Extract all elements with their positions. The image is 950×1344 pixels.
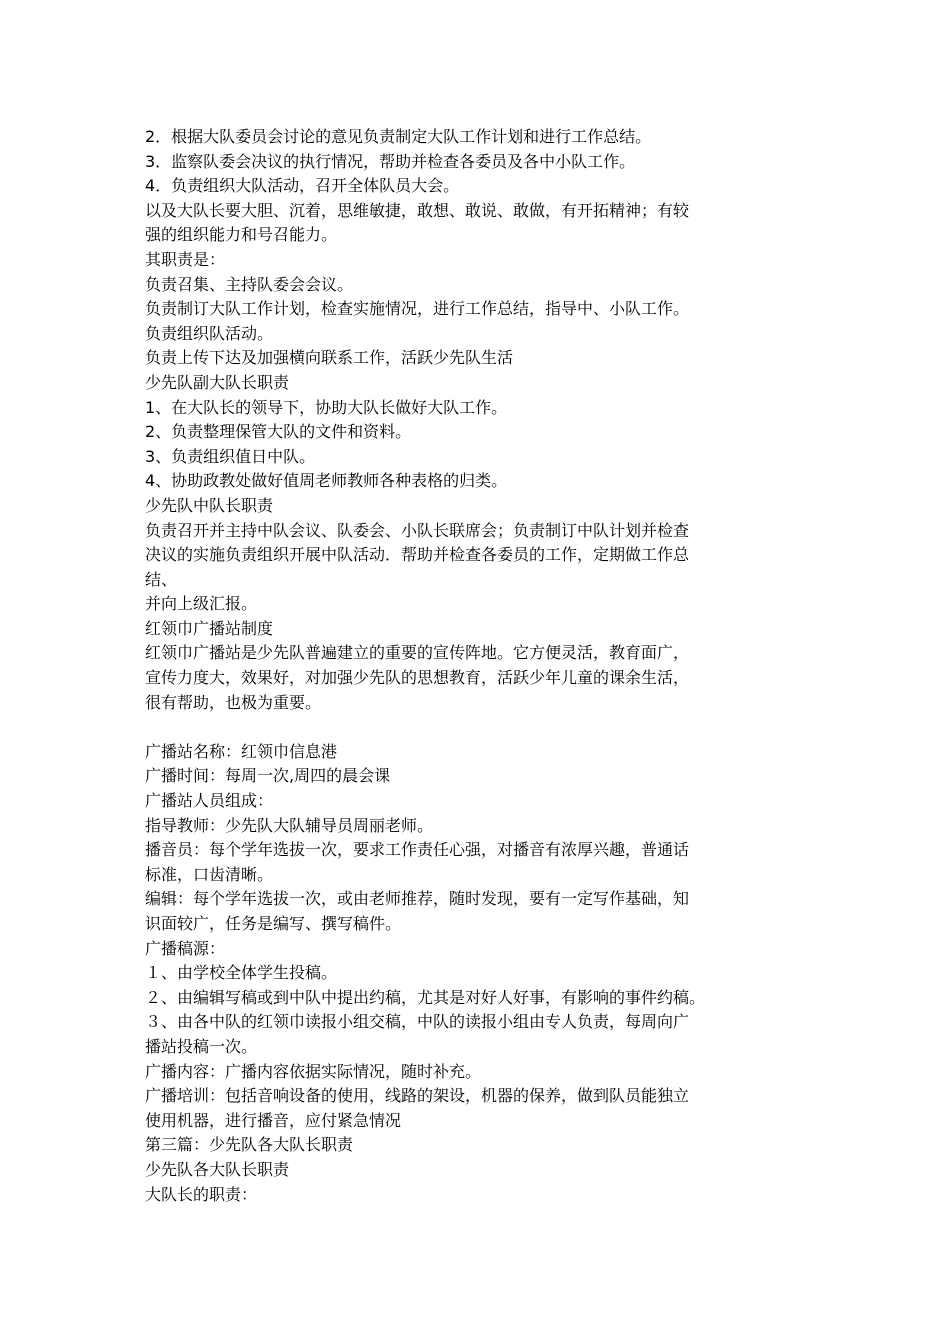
text-line: ２、由编辑写稿或到中队中提出约稿，尤其是对好人好事，有影响的事件约稿。: [145, 987, 706, 1007]
text-line: 结、: [145, 569, 178, 589]
text-line: 其职责是：: [145, 249, 226, 269]
text-line: 负责召开并主持中队会议、队委会、小队长联席会；负责制订中队计划并检查: [145, 520, 690, 540]
text-line: 使用机器，进行播音，应付紧急情况: [145, 1110, 402, 1130]
text-line: 负责召集、主持队委会会议。: [145, 274, 354, 294]
text-line: 1、在大队长的领导下，协助大队长做好大队工作。: [145, 397, 508, 417]
text-line: 4、协助政教处做好值周老师教师各种表格的归类。: [145, 471, 508, 491]
text-line: 2、负责整理保管大队的文件和资料。: [145, 422, 412, 442]
text-line: 广播培训：包括音响设备的使用，线路的架设，机器的保养，做到队员能独立: [145, 1086, 690, 1106]
text-line: 很有帮助，也极为重要。: [145, 692, 322, 712]
text-line: 负责组织队活动。: [145, 323, 274, 343]
text-line: ３、由各中队的红领巾读报小组交稿，中队的读报小组由专人负责，每周向广: [145, 1012, 690, 1032]
text-line: 4．负责组织大队活动，召开全体队员大会。: [145, 176, 460, 196]
text-line: 标准，口齿清晰。: [145, 864, 274, 884]
text-line: 广播时间：每周一次,周四的晨会课: [145, 766, 391, 786]
section-heading: 第三篇：少先队各大队长职责: [145, 1135, 354, 1155]
text-line: 负责上传下达及加强横向联系工作，活跃少先队生活: [145, 348, 514, 368]
blank-line: [145, 715, 810, 740]
text-line: 3、负责组织值日中队。: [145, 446, 316, 466]
text-line: 3．监察队委会决议的执行情况，帮助并检查各委员及各中小队工作。: [145, 151, 636, 171]
text-line: 指导教师：少先队大队辅导员周丽老师。: [145, 815, 434, 835]
text-line: 强的组织能力和号召能力。: [145, 225, 338, 245]
text-line: 2．根据大队委员会讨论的意见负责制定大队工作计划和进行工作总结。: [145, 127, 652, 146]
text-line: 红领巾广播站是少先队普遍建立的重要的宣传阵地。它方便灵活，教育面广，: [145, 643, 690, 663]
text-line: 播站投稿一次。: [145, 1036, 258, 1056]
text-line: 识面较广，任务是编写、撰写稿件。: [145, 914, 402, 933]
section-heading: 少先队副大队长职责: [145, 372, 290, 392]
section-heading: 红领巾广播站制度: [145, 618, 274, 638]
text-line: 广播内容：广播内容依据实际情况，随时补充。: [145, 1061, 482, 1081]
text-line: 并向上级汇报。: [145, 594, 258, 614]
text-line: 负责制订大队工作计划，检查实施情况，进行工作总结，指导中、小队工作。: [145, 299, 690, 319]
text-line: 大队长的职责：: [145, 1184, 258, 1204]
text-line: 播音员：每个学年选拔一次，要求工作责任心强，对播音有浓厚兴趣，普通话: [145, 840, 690, 860]
section-heading: 少先队各大队长职责: [145, 1159, 290, 1179]
text-line: 广播站人员组成：: [145, 791, 274, 811]
text-line: 宣传力度大，效果好，对加强少先队的思想教育，活跃少年儿童的课余生活，: [145, 668, 690, 688]
text-line: 广播稿源：: [145, 938, 226, 958]
text-line: 编辑：每个学年选拔一次，或由老师推荐，随时发现，要有一定写作基础，知: [145, 889, 690, 909]
text-line: 决议的实施负责组织开展中队活动．帮助并检查各委员的工作，定期做工作总: [145, 545, 690, 565]
document-body: [145, 125, 810, 1207]
text-line: 广播站名称：红领巾信息港: [145, 741, 338, 761]
text-line: １、由学校全体学生投稿。: [145, 963, 338, 983]
text-line: 以及大队长要大胆、沉着，思维敏捷，敢想、敢说、敢做，有开拓精神；有较: [145, 200, 690, 220]
section-heading: 少先队中队长职责: [145, 495, 274, 515]
